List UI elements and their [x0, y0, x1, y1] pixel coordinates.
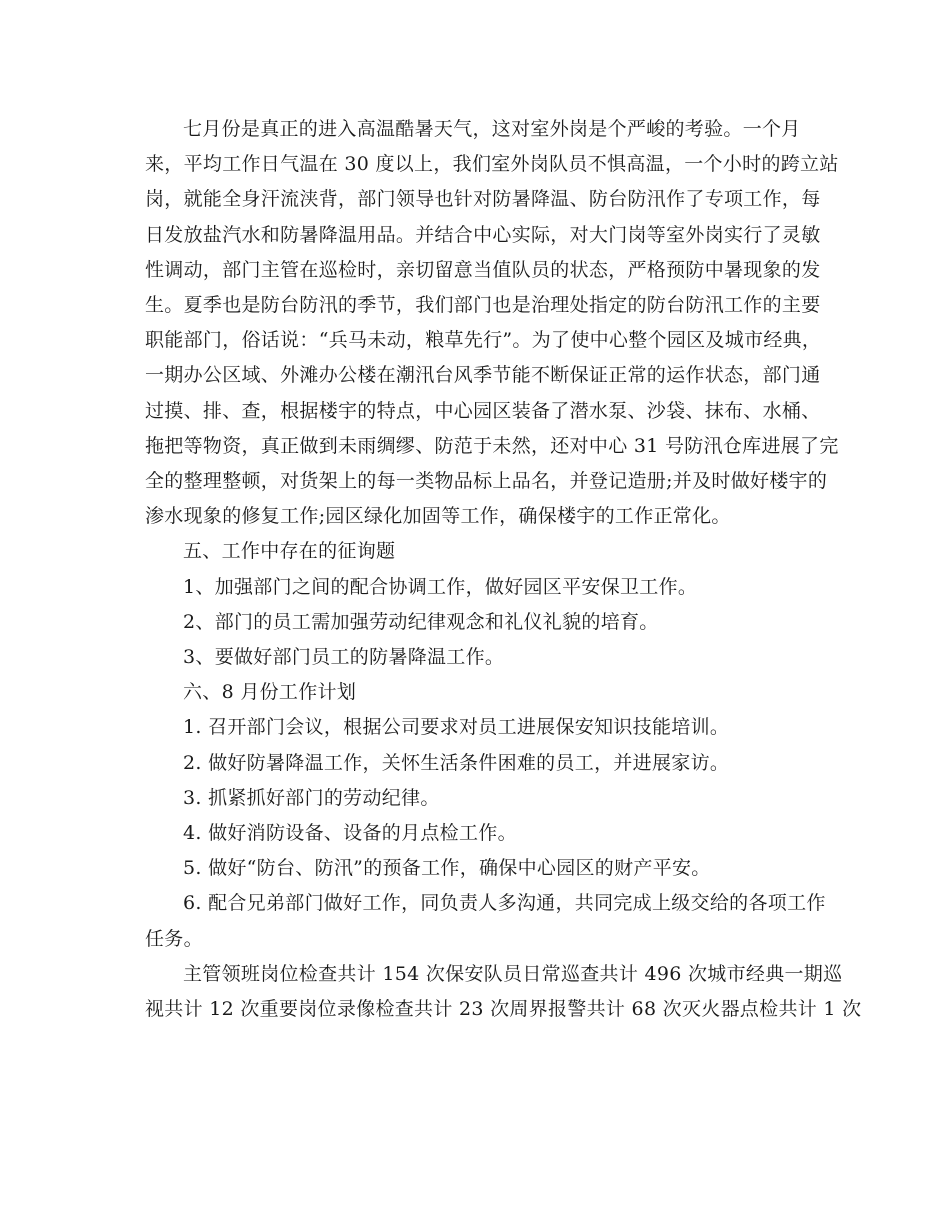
document-page: [145, 112, 862, 1027]
text-line: 视共计 12 次重要岗位录像检查共计 23 次周界报警共计 68 次灭火器点检共计 1 次: [145, 998, 862, 1021]
text-line: 生。夏季也是防台防汛的季节，我们部门也是治理处指定的防台防汛工作的主要: [145, 294, 821, 317]
text-line: 拖把等物资，真正做到未雨绸缪、防范于未然，还对中心 31 号防汛仓库进展了完: [145, 434, 839, 457]
text-line: 渗水现象的修复工作;园区绿化加固等工作，确保楼宇的工作正常化。: [145, 505, 731, 528]
paragraph-summer-work: [145, 112, 839, 534]
text-line: 岗，就能全身汗流浃背，部门领导也针对防暑降温、防台防汛作了专项工作，每: [145, 188, 821, 211]
text-line: 一期办公区域、外滩办公楼在潮汛台风季节能不断保证正常的运作状态，部门通: [145, 364, 821, 387]
list-item: 5. 做好“防台、防汛”的预备工作，确保中心园区的财产平安。: [183, 857, 711, 880]
text-line: 职能部门，俗话说：“兵马未动，粮草先行”。为了使中心整个园区及城市经典，: [145, 329, 822, 352]
text-line: 6. 配合兄弟部门做好工作，同负责人多沟通，共同完成上级交给的各项工作: [183, 892, 826, 915]
text-line: 主管领班岗位检查共计 154 次保安队员日常巡查共计 496 次城市经典一期巡: [183, 962, 843, 985]
list-item: 1. 召开部门会议，根据公司要求对员工进展保安知识技能培训。: [183, 716, 730, 739]
list-item: 1、加强部门之间的配合协调工作，做好园区平安保卫工作。: [183, 575, 698, 598]
section-heading-plan: 六、8 月份工作计划: [183, 681, 357, 704]
text-line: 日发放盐汽水和防暑降温用品。并结合中心实际，对大门岗等室外岗实行了灵敏: [145, 223, 821, 246]
list-item: 2. 做好防暑降温工作，关怀生活条件困难的员工，并进展家访。: [183, 751, 730, 774]
text-line: 过摸、排、查，根据楼宇的特点，中心园区装备了潜水泵、沙袋、抹布、水桶、: [145, 399, 821, 422]
paragraph-statistics: [145, 957, 862, 1027]
text-line: 来，平均工作日气温在 30 度以上，我们室外岗队员不惧高温，一个小时的跨立站: [145, 153, 839, 176]
list-item: 3. 抓紧抓好部门的劳动纪律。: [183, 786, 440, 809]
text-line: 任务。: [145, 927, 203, 950]
text-line: 性调动，部门主管在巡检时，亲切留意当值队员的状态，严格预防中暑现象的发: [145, 258, 821, 281]
section-heading-issues: 五、工作中存在的征询题: [183, 540, 396, 563]
list-item: 3、要做好部门员工的防暑降温工作。: [183, 646, 505, 669]
text-line: 全的整理整顿，对货架上的每一类物品标上品名，并登记造册;并及时做好楼宇的: [145, 470, 828, 493]
list-item: 4. 做好消防设备、设备的月点检工作。: [183, 822, 517, 845]
list-item: 2、部门的员工需加强劳动纪律观念和礼仪礼貌的培育。: [183, 610, 659, 633]
text-line: 七月份是真正的进入高温酷暑天气，这对室外岗是个严峻的考验。一个月: [183, 118, 801, 140]
list-item-wrapped: [145, 886, 826, 956]
